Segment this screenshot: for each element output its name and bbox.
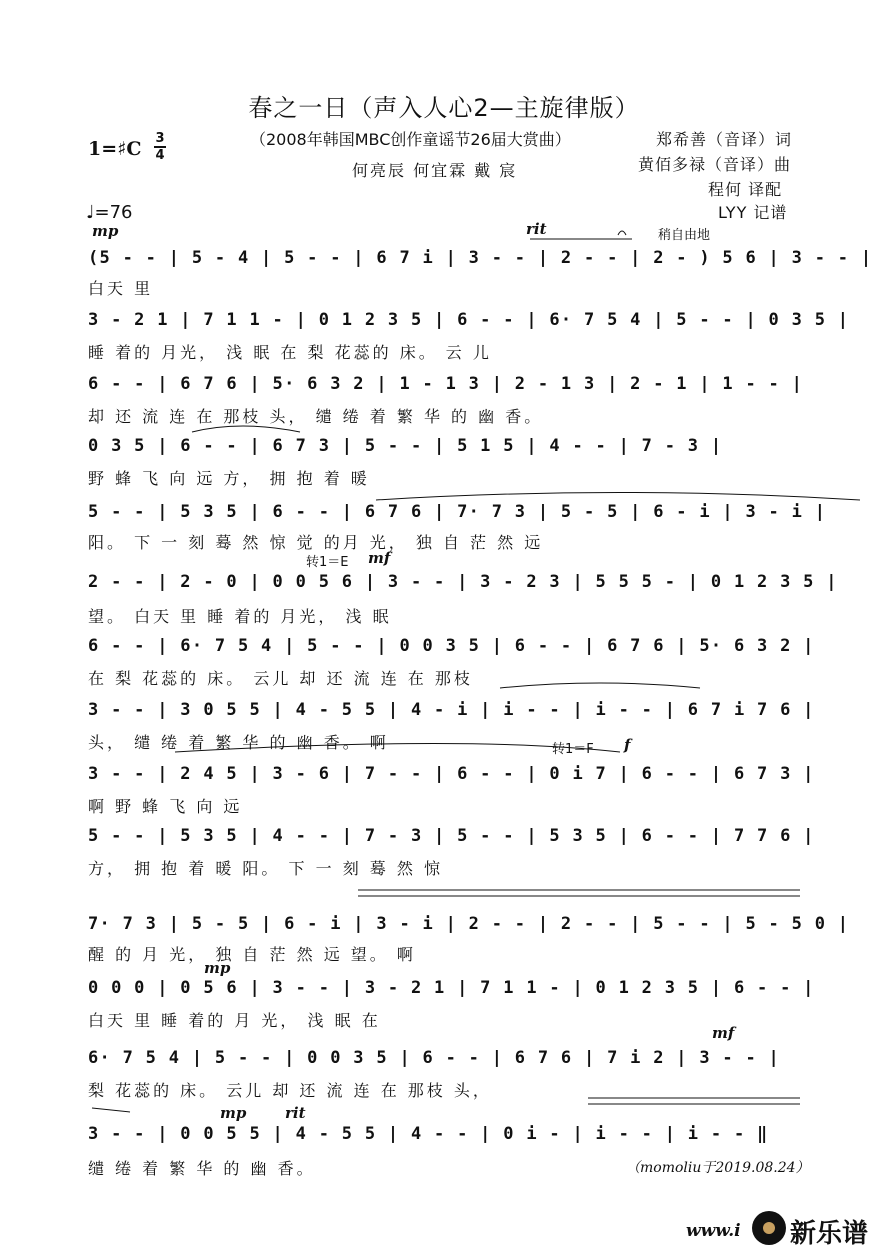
watermark-url: www.i (686, 1221, 741, 1241)
score-system-6: 2 - - | 2 - 0 | 0 0 5 6 | 3 - - | 3 - 2 3 | 5 5 5 - | 0 1 2 3 5 | (88, 572, 838, 592)
score-system-8: 3 - - | 3 0 5 5 | 4 - 5 5 | 4 - i | i - - | i - - | 6 7 i 7 6 | (88, 700, 815, 720)
arranger-credit: 程何 译配 (708, 180, 783, 199)
dynamic-mp-2: mp (204, 959, 231, 977)
lyrics-line-3: 却 还 流 连 在 那枝 头， 缱 绻 着 繁 华 的 幽 香。 (88, 407, 544, 426)
lyrics-line-11: 醒 的 月 光， 独 自 茫 然 远 望。 啊 (88, 945, 416, 964)
lyrics-line-7: 在 梨 花蕊的 床。 云儿 却 还 流 连 在 那枝 (88, 669, 473, 688)
singers: 何亮辰 何宜霖 戴 宸 (352, 161, 518, 180)
score-system-11: 7· 7 3 | 5 - 5 | 6 - i | 3 - i | 2 - - | 2 - - | 5 - - | 5 - 5 0 | (88, 914, 850, 934)
lyrics-line-13: 梨 花蕊的 床。 云儿 却 还 流 连 在 那枝 头， (88, 1081, 492, 1100)
dynamic-mf-2: mf (712, 1024, 735, 1042)
lyrics-line-2: 睡 着的 月光， 浅 眠 在 梨 花蕊的 床。 云 儿 (88, 343, 492, 362)
rit-mark-2: rit (285, 1104, 306, 1122)
score-system-12: 0 0 0 | 0 5 6 | 3 - - | 3 - 2 1 | 7 1 1 - | 0 1 2 3 5 | 6 - - | (88, 978, 815, 998)
dynamic-mp-1: mp (92, 222, 119, 240)
rit-mark-1: rit (526, 220, 547, 238)
composer-credit: 黄佰多禄（音译）曲 (638, 155, 792, 174)
transcriber-credit: LYY 记谱 (718, 203, 788, 222)
lyrics-line-1: 白天 里 (88, 279, 154, 298)
lyrics-line-12: 白天 里 睡 着的 月 光， 浅 眠 在 (88, 1011, 381, 1030)
dynamic-mf-1: mf (368, 549, 391, 567)
lyrics-line-10: 方， 拥 抱 着 暖 阳。 下 一 刻 蓦 然 惊 (88, 859, 443, 878)
time-signature-bottom: 4 (155, 148, 165, 163)
dynamic-mp-3: mp (220, 1104, 247, 1122)
score-system-10: 5 - - | 5 3 5 | 4 - - | 7 - 3 | 5 - - | 5 3 5 | 6 - - | 7 7 6 | (88, 826, 815, 846)
score-system-13: 6· 7 5 4 | 5 - - | 0 0 3 5 | 6 - - | 6 7 6 | 7 i 2 | 3 - - | (88, 1048, 781, 1068)
score-system-1: (5 - - | 5 - 4 | 5 - - | 6 7 i | 3 - - | 2 - - | 2 - ) 5 6 | 3 - - | (88, 248, 873, 268)
score-system-5: 5 - - | 5 3 5 | 6 - - | 6 7 6 | 7· 7 3 | 5 - 5 | 6 - i | 3 - i | (88, 502, 827, 522)
time-signature-top: 3 (155, 131, 165, 146)
watermark-brand: 新乐谱 (790, 1219, 869, 1249)
subtitle: （2008年韩国MBC创作童谣节26届大赏曲） (250, 130, 571, 149)
tempo-marking: ♩=76 (86, 202, 133, 223)
dynamic-f-1: f (624, 736, 631, 754)
lyricist-credit: 郑希善（音译）词 (656, 130, 793, 149)
lyrics-line-4: 野 蜂 飞 向 远 方， 拥 抱 着 暖 (88, 469, 370, 488)
lyrics-line-9: 啊 野 蜂 飞 向 远 (88, 797, 243, 816)
score-system-7: 6 - - | 6· 7 5 4 | 5 - - | 0 0 3 5 | 6 - - | 6 7 6 | 5· 6 3 2 | (88, 636, 815, 656)
lyrics-line-6: 望。 白天 里 睡 着的 月光， 浅 眠 (88, 607, 392, 626)
score-title: 春之一日（声入人心2—主旋律版） (248, 94, 640, 122)
transcription-signature: （momoliu于2019.08.24） (626, 1160, 810, 1176)
key-signature: 1=♯C (88, 138, 142, 160)
modulation-f: 转1＝F (552, 742, 594, 757)
score-system-14: 3 - - | 0 0 5 5 | 4 - 5 5 | 4 - - | 0 i - | i - - | i - - ‖ (88, 1124, 769, 1144)
score-system-2: 3 - 2 1 | 7 1 1 - | 0 1 2 3 5 | 6 - - | 6· 7 5 4 | 5 - - | 0 3 5 | (88, 310, 850, 330)
lyrics-line-5: 阳。 下 一 刻 蓦 然 惊 觉 的月 光， 独 自 茫 然 远 (88, 533, 544, 552)
vinyl-record-icon (752, 1211, 786, 1245)
lyrics-line-8: 头， 缱 绻 着 繁 华 的 幽 香。 啊 (88, 733, 389, 752)
free-tempo-mark: 稍自由地 (658, 228, 711, 243)
score-system-4: 0 3 5 | 6 - - | 6 7 3 | 5 - - | 5 1 5 | 4 - - | 7 - 3 | (88, 436, 723, 456)
lyrics-line-14: 缱 绻 着 繁 华 的 幽 香。 (88, 1159, 316, 1178)
score-system-3: 6 - - | 6 7 6 | 5· 6 3 2 | 1 - 1 3 | 2 - 1 3 | 2 - 1 | 1 - - | (88, 374, 804, 394)
modulation-e: 转1＝E (306, 555, 349, 570)
score-system-9: 3 - - | 2 4 5 | 3 - 6 | 7 - - | 6 - - | 0 i 7 | 6 - - | 6 7 3 | (88, 764, 815, 784)
